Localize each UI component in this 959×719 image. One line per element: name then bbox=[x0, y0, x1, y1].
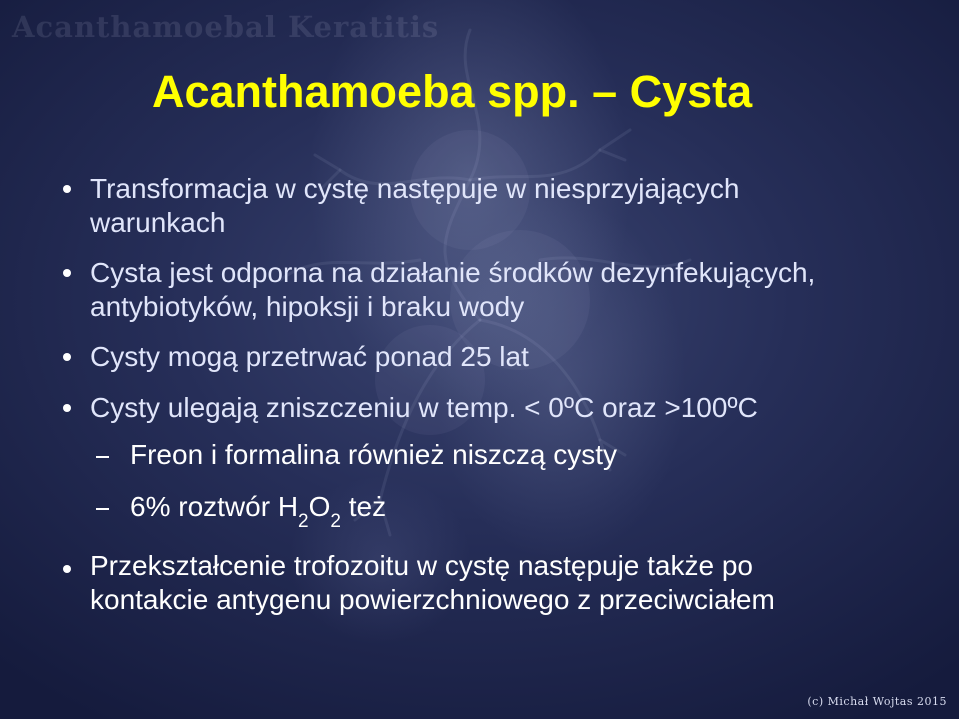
sub-bullet-dash bbox=[96, 456, 109, 458]
bullet-dot bbox=[63, 565, 71, 573]
bullet-1-line-1: Transformacja w cystę następuje w niesprzyjających bbox=[90, 173, 740, 204]
bullet-4-line-1: Cysty ulegają zniszczeniu w temp. < 0ºC oraz >100ºC bbox=[90, 392, 758, 423]
h2o2-text-after: też bbox=[340, 491, 387, 522]
sub-bullet-2 bbox=[130, 490, 387, 532]
h2o2-text-mid: O bbox=[308, 491, 331, 522]
bullet-3-line-1: Cysty mogą przetrwać ponad 25 lat bbox=[90, 341, 529, 372]
copyright-text: (c) Michał Wojtas 2015 bbox=[807, 695, 947, 708]
bullet-2-line-2: antybiotyków, hipoksji i braku wody bbox=[90, 291, 525, 322]
bullet-dot bbox=[63, 269, 71, 277]
bullet-5-line-2: kontakcie antygenu powierzchniowego z przeciwciałem bbox=[90, 584, 775, 615]
bullet-dot bbox=[63, 185, 71, 193]
subscript-2: 2 bbox=[330, 511, 341, 532]
sub-bullet-1: Freon i formalina również niszczą cysty bbox=[130, 439, 618, 470]
slide-title: Acanthamoeba spp. – Cysta bbox=[152, 66, 753, 117]
sub-bullet-dash bbox=[96, 508, 109, 510]
subscript-2: 2 bbox=[298, 511, 309, 532]
bullet-dot bbox=[63, 404, 71, 412]
watermark-text: Acanthamoebal Keratitis bbox=[12, 10, 440, 44]
bullet-2-line-1: Cysta jest odporna na działanie środków dezynfekujących, bbox=[90, 257, 816, 288]
h2o2-text-before: 6% roztwór H bbox=[130, 491, 299, 522]
bullet-1-line-2: warunkach bbox=[90, 207, 226, 238]
bullet-dot bbox=[63, 353, 71, 361]
bullet-5-line-1: Przekształcenie trofozoitu w cystę następuje także po bbox=[90, 550, 754, 581]
